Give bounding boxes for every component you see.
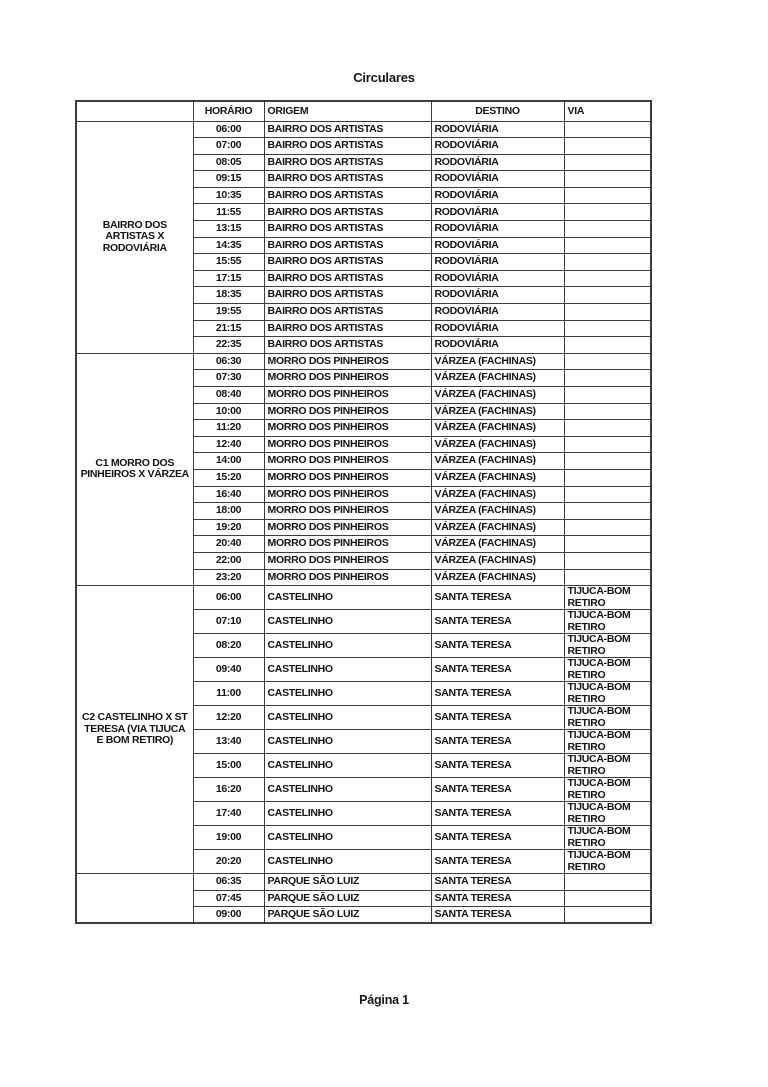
origin-cell: BAIRRO DOS ARTISTAS (264, 154, 431, 171)
destination-cell: SANTA TERESA (431, 754, 564, 778)
origin-cell: CASTELINHO (264, 754, 431, 778)
destination-cell: VÁRZEA (FACHINAS) (431, 453, 564, 470)
origin-cell: MORRO DOS PINHEIROS (264, 453, 431, 470)
time-cell: 07:45 (193, 890, 264, 907)
destination-cell: SANTA TERESA (431, 802, 564, 826)
destination-cell: VÁRZEA (FACHINAS) (431, 387, 564, 404)
via-cell: TIJUCA-BOM RETIRO (564, 586, 651, 610)
via-cell: TIJUCA-BOM RETIRO (564, 706, 651, 730)
time-cell: 08:20 (193, 634, 264, 658)
time-cell: 09:00 (193, 907, 264, 924)
via-cell (564, 204, 651, 221)
time-cell: 13:15 (193, 221, 264, 238)
via-cell (564, 536, 651, 553)
origin-cell: MORRO DOS PINHEIROS (264, 436, 431, 453)
destination-cell: RODOVIÁRIA (431, 304, 564, 321)
route-group-cell: C1 MORRO DOS PINHEIROS X VÁRZEA (76, 353, 193, 585)
via-cell: TIJUCA-BOM RETIRO (564, 730, 651, 754)
via-cell: TIJUCA-BOM RETIRO (564, 826, 651, 850)
origin-cell: BAIRRO DOS ARTISTAS (264, 304, 431, 321)
page-title: Circulares (353, 70, 415, 85)
time-cell: 12:40 (193, 436, 264, 453)
destination-cell: RODOVIÁRIA (431, 154, 564, 171)
destination-cell: SANTA TERESA (431, 706, 564, 730)
origin-cell: CASTELINHO (264, 682, 431, 706)
time-cell: 15:00 (193, 754, 264, 778)
via-cell (564, 453, 651, 470)
time-cell: 21:15 (193, 320, 264, 337)
destination-cell: RODOVIÁRIA (431, 171, 564, 188)
origin-cell: CASTELINHO (264, 802, 431, 826)
time-cell: 06:00 (193, 586, 264, 610)
via-cell: TIJUCA-BOM RETIRO (564, 658, 651, 682)
time-cell: 20:20 (193, 850, 264, 874)
time-cell: 14:35 (193, 237, 264, 254)
via-cell (564, 436, 651, 453)
via-cell (564, 907, 651, 924)
time-cell: 12:20 (193, 706, 264, 730)
via-cell (564, 138, 651, 155)
table-row (76, 586, 651, 610)
column-header: DESTINO (431, 101, 564, 121)
origin-cell: BAIRRO DOS ARTISTAS (264, 171, 431, 188)
origin-cell: BAIRRO DOS ARTISTAS (264, 337, 431, 354)
destination-cell: VÁRZEA (FACHINAS) (431, 353, 564, 370)
origin-cell: BAIRRO DOS ARTISTAS (264, 187, 431, 204)
via-cell (564, 370, 651, 387)
time-cell: 10:00 (193, 403, 264, 420)
origin-cell: MORRO DOS PINHEIROS (264, 420, 431, 437)
schedule-table-container (75, 100, 652, 924)
origin-cell: BAIRRO DOS ARTISTAS (264, 237, 431, 254)
time-cell: 07:00 (193, 138, 264, 155)
via-cell (564, 403, 651, 420)
origin-cell: MORRO DOS PINHEIROS (264, 503, 431, 520)
origin-cell: BAIRRO DOS ARTISTAS (264, 204, 431, 221)
destination-cell: VÁRZEA (FACHINAS) (431, 569, 564, 586)
time-cell: 19:20 (193, 519, 264, 536)
time-cell: 15:20 (193, 469, 264, 486)
via-cell (564, 287, 651, 304)
destination-cell: RODOVIÁRIA (431, 254, 564, 271)
via-cell (564, 552, 651, 569)
time-cell: 15:55 (193, 254, 264, 271)
route-group-cell: C2 CASTELINHO X ST TERESA (VIA TIJUCA E BOM RETIRO) (76, 586, 193, 874)
destination-cell: SANTA TERESA (431, 682, 564, 706)
time-cell: 06:35 (193, 874, 264, 891)
via-cell (564, 270, 651, 287)
time-cell: 07:30 (193, 370, 264, 387)
table-body (76, 121, 651, 923)
via-cell: TIJUCA-BOM RETIRO (564, 850, 651, 874)
origin-cell: CASTELINHO (264, 634, 431, 658)
destination-cell: RODOVIÁRIA (431, 121, 564, 138)
time-cell: 10:35 (193, 187, 264, 204)
time-cell: 22:35 (193, 337, 264, 354)
column-header: HORÁRIO (193, 101, 264, 121)
destination-cell: SANTA TERESA (431, 890, 564, 907)
origin-cell: CASTELINHO (264, 730, 431, 754)
origin-cell: BAIRRO DOS ARTISTAS (264, 320, 431, 337)
destination-cell: RODOVIÁRIA (431, 270, 564, 287)
via-cell (564, 154, 651, 171)
destination-cell: SANTA TERESA (431, 658, 564, 682)
time-cell: 09:15 (193, 171, 264, 188)
destination-cell: VÁRZEA (FACHINAS) (431, 403, 564, 420)
via-cell (564, 337, 651, 354)
route-group-cell: BAIRRO DOS ARTISTAS X RODOVIÁRIA (76, 121, 193, 353)
time-cell: 17:40 (193, 802, 264, 826)
route-group-cell (76, 874, 193, 924)
via-cell (564, 187, 651, 204)
time-cell: 11:55 (193, 204, 264, 221)
destination-cell: VÁRZEA (FACHINAS) (431, 503, 564, 520)
destination-cell: VÁRZEA (FACHINAS) (431, 486, 564, 503)
destination-cell: VÁRZEA (FACHINAS) (431, 519, 564, 536)
destination-cell: VÁRZEA (FACHINAS) (431, 436, 564, 453)
via-cell (564, 420, 651, 437)
destination-cell: RODOVIÁRIA (431, 287, 564, 304)
via-cell (564, 320, 651, 337)
time-cell: 18:00 (193, 503, 264, 520)
destination-cell: SANTA TERESA (431, 730, 564, 754)
via-cell (564, 469, 651, 486)
time-cell: 08:40 (193, 387, 264, 404)
time-cell: 20:40 (193, 536, 264, 553)
destination-cell: VÁRZEA (FACHINAS) (431, 420, 564, 437)
origin-cell: MORRO DOS PINHEIROS (264, 519, 431, 536)
via-cell: TIJUCA-BOM RETIRO (564, 610, 651, 634)
via-cell (564, 387, 651, 404)
via-cell (564, 569, 651, 586)
destination-cell: SANTA TERESA (431, 610, 564, 634)
time-cell: 09:40 (193, 658, 264, 682)
origin-cell: MORRO DOS PINHEIROS (264, 387, 431, 404)
destination-cell: SANTA TERESA (431, 634, 564, 658)
origin-cell: MORRO DOS PINHEIROS (264, 469, 431, 486)
time-cell: 19:55 (193, 304, 264, 321)
via-cell (564, 353, 651, 370)
destination-cell: RODOVIÁRIA (431, 187, 564, 204)
origin-cell: BAIRRO DOS ARTISTAS (264, 121, 431, 138)
destination-cell: RODOVIÁRIA (431, 138, 564, 155)
destination-cell: RODOVIÁRIA (431, 237, 564, 254)
schedule-table (75, 100, 652, 924)
origin-cell: MORRO DOS PINHEIROS (264, 403, 431, 420)
via-cell (564, 304, 651, 321)
destination-cell: VÁRZEA (FACHINAS) (431, 536, 564, 553)
column-header: ORIGEM (264, 101, 431, 121)
origin-cell: CASTELINHO (264, 586, 431, 610)
time-cell: 14:00 (193, 453, 264, 470)
destination-cell: RODOVIÁRIA (431, 337, 564, 354)
header-row (76, 101, 651, 121)
via-cell: TIJUCA-BOM RETIRO (564, 802, 651, 826)
table-row (76, 874, 651, 891)
destination-cell: RODOVIÁRIA (431, 320, 564, 337)
origin-cell: CASTELINHO (264, 658, 431, 682)
time-cell: 16:20 (193, 778, 264, 802)
time-cell: 06:30 (193, 353, 264, 370)
via-cell (564, 237, 651, 254)
origin-cell: PARQUE SÃO LUIZ (264, 890, 431, 907)
destination-cell: RODOVIÁRIA (431, 204, 564, 221)
via-cell: TIJUCA-BOM RETIRO (564, 682, 651, 706)
destination-cell: SANTA TERESA (431, 826, 564, 850)
origin-cell: CASTELINHO (264, 706, 431, 730)
destination-cell: VÁRZEA (FACHINAS) (431, 469, 564, 486)
via-cell (564, 503, 651, 520)
destination-cell: SANTA TERESA (431, 850, 564, 874)
table-header (76, 101, 651, 121)
destination-cell: SANTA TERESA (431, 778, 564, 802)
origin-cell: MORRO DOS PINHEIROS (264, 370, 431, 387)
origin-cell: BAIRRO DOS ARTISTAS (264, 287, 431, 304)
via-cell (564, 519, 651, 536)
destination-cell: VÁRZEA (FACHINAS) (431, 552, 564, 569)
time-cell: 13:40 (193, 730, 264, 754)
destination-cell: RODOVIÁRIA (431, 221, 564, 238)
origin-cell: MORRO DOS PINHEIROS (264, 536, 431, 553)
via-cell: TIJUCA-BOM RETIRO (564, 754, 651, 778)
time-cell: 23:20 (193, 569, 264, 586)
destination-cell: SANTA TERESA (431, 874, 564, 891)
via-cell (564, 121, 651, 138)
destination-cell: SANTA TERESA (431, 586, 564, 610)
origin-cell: CASTELINHO (264, 778, 431, 802)
destination-cell: SANTA TERESA (431, 907, 564, 924)
via-cell (564, 221, 651, 238)
origin-cell: CASTELINHO (264, 610, 431, 634)
origin-cell: MORRO DOS PINHEIROS (264, 353, 431, 370)
origin-cell: BAIRRO DOS ARTISTAS (264, 254, 431, 271)
origin-cell: BAIRRO DOS ARTISTAS (264, 221, 431, 238)
time-cell: 11:20 (193, 420, 264, 437)
time-cell: 19:00 (193, 826, 264, 850)
corner-header-cell (76, 101, 193, 121)
via-cell (564, 171, 651, 188)
time-cell: 16:40 (193, 486, 264, 503)
via-cell (564, 254, 651, 271)
table-row (76, 121, 651, 138)
column-header: VIA (564, 101, 651, 121)
via-cell: TIJUCA-BOM RETIRO (564, 778, 651, 802)
origin-cell: PARQUE SÃO LUIZ (264, 874, 431, 891)
time-cell: 18:35 (193, 287, 264, 304)
via-cell (564, 874, 651, 891)
table-row (76, 353, 651, 370)
origin-cell: BAIRRO DOS ARTISTAS (264, 138, 431, 155)
origin-cell: CASTELINHO (264, 850, 431, 874)
time-cell: 08:05 (193, 154, 264, 171)
time-cell: 06:00 (193, 121, 264, 138)
time-cell: 11:00 (193, 682, 264, 706)
origin-cell: MORRO DOS PINHEIROS (264, 552, 431, 569)
origin-cell: BAIRRO DOS ARTISTAS (264, 270, 431, 287)
origin-cell: CASTELINHO (264, 826, 431, 850)
time-cell: 17:15 (193, 270, 264, 287)
time-cell: 07:10 (193, 610, 264, 634)
origin-cell: MORRO DOS PINHEIROS (264, 569, 431, 586)
origin-cell: PARQUE SÃO LUIZ (264, 907, 431, 924)
time-cell: 22:00 (193, 552, 264, 569)
via-cell (564, 890, 651, 907)
destination-cell: VÁRZEA (FACHINAS) (431, 370, 564, 387)
via-cell: TIJUCA-BOM RETIRO (564, 634, 651, 658)
page-number: Página 1 (359, 993, 409, 1007)
origin-cell: MORRO DOS PINHEIROS (264, 486, 431, 503)
via-cell (564, 486, 651, 503)
